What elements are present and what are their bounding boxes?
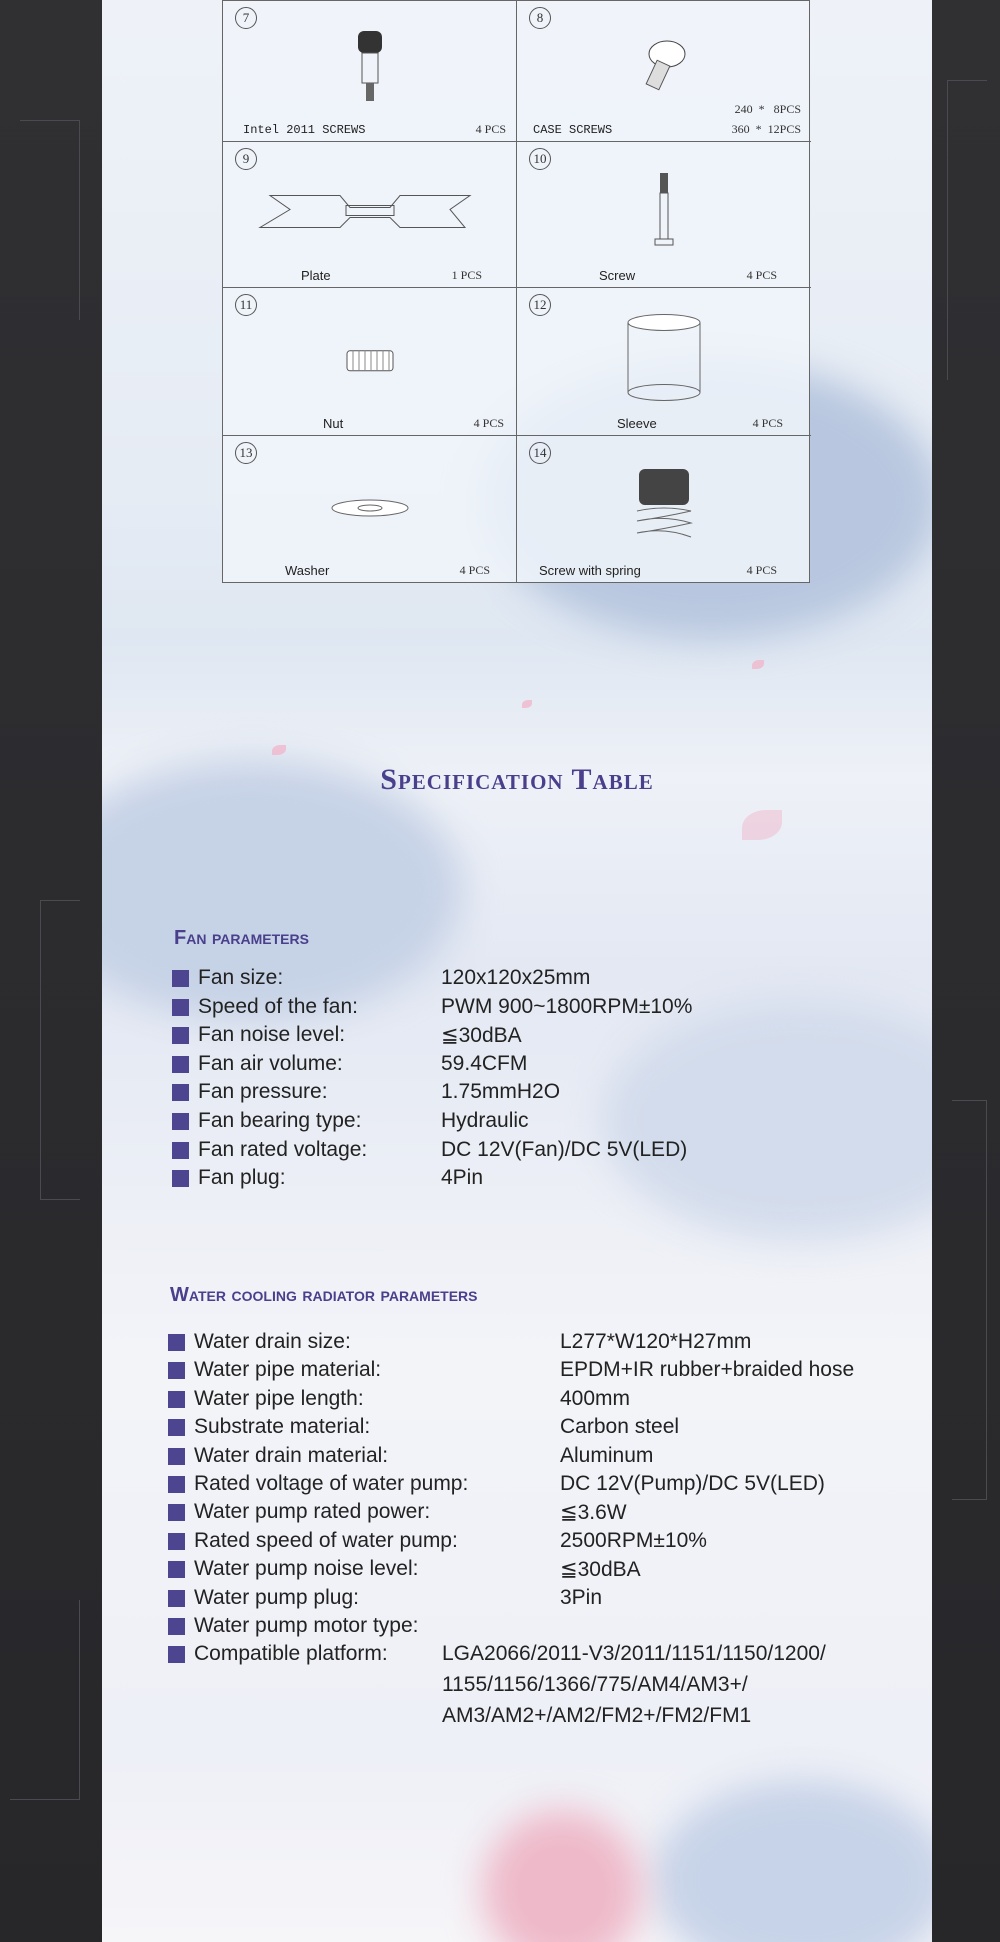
case-screw-drawing	[639, 38, 689, 98]
bullet-icon	[172, 1084, 189, 1101]
circuit-line	[20, 120, 80, 320]
part-number: 14	[529, 442, 551, 464]
spec-value: EPDM+IR rubber+braided hose	[560, 1358, 855, 1382]
parts-table	[222, 0, 810, 583]
spec-label: Rated speed of water pump:	[194, 1528, 458, 1552]
spec-value: AM3/AM2+/AM2/FM2+/FM2/FM1	[442, 1704, 752, 1728]
petal	[522, 700, 532, 708]
spec-value: ≦30dBA	[441, 1024, 522, 1048]
spec-value: PWM 900~1800RPM±10%	[441, 994, 693, 1018]
long-screw-drawing	[652, 171, 676, 251]
bullet-icon	[168, 1419, 185, 1436]
part-cell	[223, 436, 517, 582]
bullet-icon	[168, 1362, 185, 1379]
circuit-line	[947, 80, 987, 380]
petal	[742, 810, 782, 840]
spec-value: ≦3.6W	[560, 1501, 627, 1525]
circuit-line	[10, 1600, 80, 1800]
nut-drawing	[345, 348, 395, 372]
spec-value: 400mm	[560, 1386, 631, 1410]
part-number: 7	[235, 7, 257, 29]
washer-drawing	[330, 498, 410, 518]
part-number: 8	[529, 7, 551, 29]
part-name: Screw with spring	[539, 563, 641, 578]
spec-label: Fan pressure:	[198, 1080, 328, 1104]
part-quantity: 4 PCS	[473, 416, 504, 430]
spec-label: Water pump motor type:	[194, 1614, 419, 1637]
spec-label: Water pump rated power:	[194, 1500, 431, 1524]
part-number: 13	[235, 442, 257, 464]
spec-value: DC 12V(Pump)/DC 5V(LED)	[560, 1472, 825, 1495]
bullet-icon	[168, 1476, 185, 1493]
bullet-icon	[168, 1533, 185, 1550]
spec-label: Fan bearing type:	[198, 1109, 362, 1132]
spec-label: Rated voltage of water pump:	[194, 1472, 469, 1495]
spec-label: Fan rated voltage:	[198, 1137, 368, 1161]
spec-label: Water drain size:	[194, 1330, 351, 1353]
left-decorative-band	[0, 0, 102, 1942]
spec-value: 3Pin	[560, 1585, 603, 1609]
spec-label: Compatible platform:	[194, 1642, 388, 1666]
petal	[272, 745, 286, 755]
spec-label: Water pump noise level:	[194, 1557, 419, 1581]
part-number: 10	[529, 148, 551, 170]
part-name: Intel 2011 SCREWS	[243, 123, 366, 137]
spec-value: L277*W120*H27mm	[560, 1330, 752, 1353]
circuit-line	[40, 900, 80, 1200]
part-cell	[223, 1, 517, 142]
part-quantity: 360 * 12PCS	[731, 122, 801, 136]
bullet-icon	[172, 1027, 189, 1044]
bullet-icon	[168, 1504, 185, 1521]
spec-value: 59.4CFM	[441, 1051, 528, 1075]
part-quantity: 240 * 8PCS	[734, 102, 801, 116]
spec-label: Water drain material:	[194, 1443, 389, 1467]
part-name: Sleeve	[617, 416, 657, 431]
spec-label: Water pump plug:	[194, 1585, 359, 1609]
bullet-icon	[168, 1618, 185, 1635]
petal	[752, 660, 764, 669]
spec-label: Water pipe length:	[194, 1386, 364, 1410]
part-number: 12	[529, 294, 551, 316]
part-cell	[517, 288, 811, 436]
spec-value: 2500RPM±10%	[560, 1528, 707, 1552]
part-name: CASE SCREWS	[533, 123, 613, 137]
screw-drawing	[350, 27, 390, 107]
part-number: 11	[235, 294, 257, 316]
spec-value: ≦30dBA	[560, 1558, 641, 1582]
part-quantity: 4 PCS	[475, 122, 506, 136]
bullet-icon	[168, 1646, 185, 1663]
mountain-mist	[602, 1000, 932, 1240]
sleeve-drawing	[624, 312, 704, 402]
bullet-icon	[172, 1113, 189, 1130]
part-number: 9	[235, 148, 257, 170]
bullet-icon	[172, 1170, 189, 1187]
part-cell	[223, 288, 517, 436]
spec-value: 4Pin	[441, 1166, 484, 1190]
spec-value: 120x120x25mm	[441, 966, 591, 989]
part-quantity: 4 PCS	[746, 563, 777, 577]
part-name: Washer	[285, 563, 330, 578]
part-name: Screw	[599, 268, 636, 283]
spec-value: Carbon steel	[560, 1415, 680, 1439]
bullet-icon	[168, 1334, 185, 1351]
bullet-icon	[172, 1142, 189, 1159]
spec-value: LGA2066/2011-V3/2011/1151/1150/1200/	[442, 1642, 826, 1666]
bullet-icon	[168, 1448, 185, 1465]
part-cell	[517, 1, 811, 142]
spec-label: Fan size:	[198, 966, 284, 989]
spec-value: 1.75mmH2O	[441, 1080, 561, 1104]
part-quantity: 1 PCS	[451, 268, 482, 282]
bullet-icon	[172, 1056, 189, 1073]
spec-label: Fan noise level:	[198, 1023, 346, 1047]
spec-label: Speed of the fan:	[198, 994, 358, 1018]
part-quantity: 4 PCS	[746, 268, 777, 282]
fan-section-heading: Fan parameters	[174, 927, 309, 949]
spec-value: Hydraulic	[441, 1109, 529, 1132]
spec-value: 1155/1156/1366/775/AM4/AM3+/	[442, 1673, 748, 1697]
right-decorative-band	[932, 0, 1000, 1942]
bullet-icon	[172, 999, 189, 1016]
spec-value: Aluminum	[560, 1443, 654, 1467]
page-title: Specification Table	[380, 763, 654, 796]
flower-blur	[482, 1810, 642, 1942]
circuit-line	[952, 1100, 987, 1500]
bullet-icon	[168, 1590, 185, 1607]
spring-screw-drawing	[629, 465, 699, 545]
part-quantity: 4 PCS	[752, 416, 783, 430]
bullet-icon	[168, 1561, 185, 1578]
part-name: Nut	[323, 416, 344, 431]
mountain-mist	[652, 1780, 932, 1942]
content-panel	[102, 0, 932, 1942]
spec-label: Fan plug:	[198, 1166, 286, 1190]
part-cell	[517, 436, 811, 582]
water-section-heading: Water cooling radiator parameters	[170, 1284, 478, 1306]
part-name: Plate	[301, 268, 331, 283]
plate-drawing	[250, 187, 490, 237]
spec-label: Water pipe material:	[194, 1358, 382, 1382]
part-quantity: 4 PCS	[459, 563, 490, 577]
spec-label: Substrate material:	[194, 1415, 371, 1439]
bullet-icon	[168, 1391, 185, 1408]
spec-value: DC 12V(Fan)/DC 5V(LED)	[441, 1137, 688, 1161]
part-cell	[223, 142, 517, 288]
spec-label: Fan air volume:	[198, 1051, 343, 1075]
part-cell	[517, 142, 811, 288]
bullet-icon	[172, 970, 189, 987]
